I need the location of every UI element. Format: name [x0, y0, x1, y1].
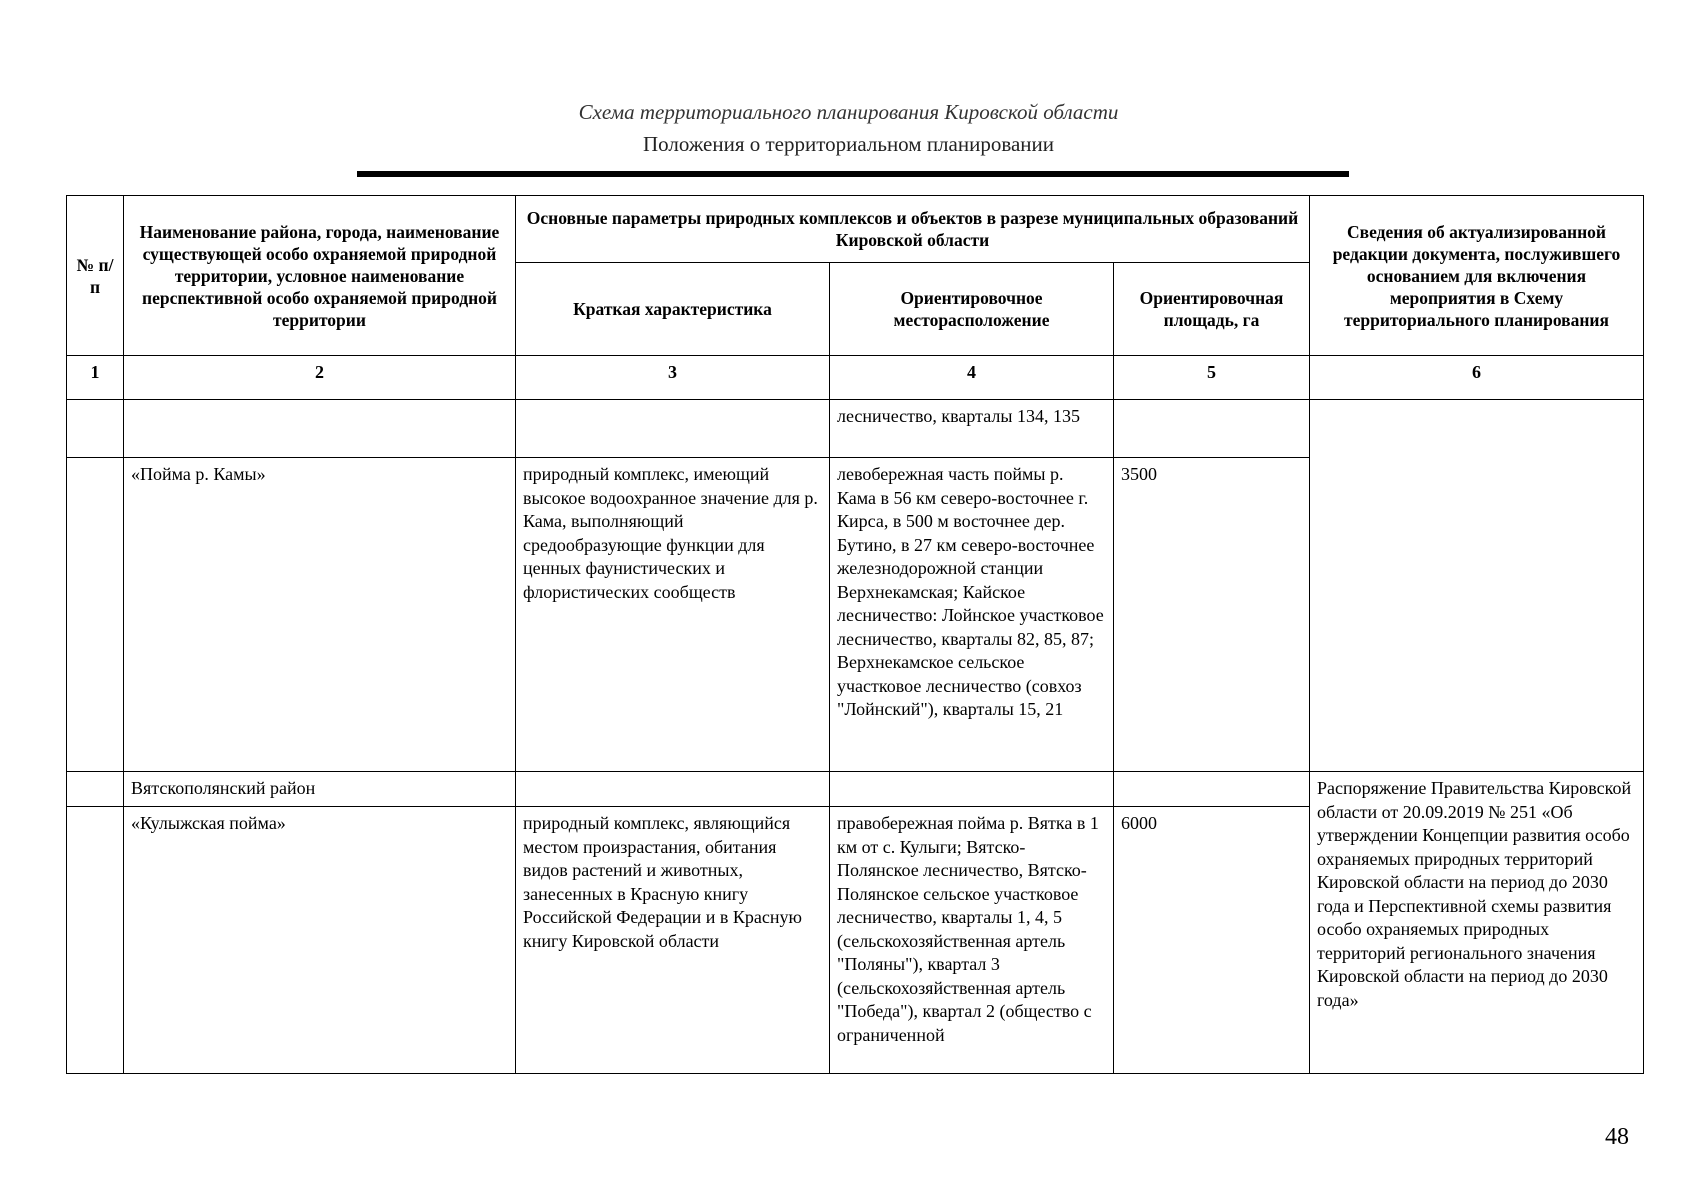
row-area: [1114, 772, 1310, 807]
row-area: [1114, 400, 1310, 458]
table-row: [67, 772, 1644, 807]
row-brief: природный комплекс, являющийся местом произрастания, обитания видов растений и животных, занесенных в Красную книгу Российской Федерации и в Красную книгу Кировской области: [516, 807, 830, 1074]
row-num: [67, 772, 124, 807]
col-number: 5: [1114, 356, 1310, 400]
row-num: [67, 807, 124, 1074]
col-number: 4: [830, 356, 1114, 400]
page-number: 48: [1605, 1124, 1629, 1150]
document-title: Схема территориального планирования Кировской области: [578, 100, 1119, 124]
header-name: Наименование района, города, наименование существующей особо охраняемой природной территории, условное наименование перспективной особо охраняемой природной территории: [124, 196, 516, 356]
col-number: 1: [67, 356, 124, 400]
table-row: [67, 400, 1644, 458]
row-location: лесничество, кварталы 134, 135: [830, 400, 1114, 458]
row-brief: природный комплекс, имеющий высокое водоохранное значение для р. Кама, выполняющий средообразующие функции для ценных фаунистических и флористических сообществ: [516, 458, 830, 772]
row-name: Вятскополянский район: [124, 772, 516, 807]
header-divider: [357, 171, 1349, 177]
row-info: Распоряжение Правительства Кировской области от 20.09.2019 № 251 «Об утверждении Концепции развития особо охраняемых природных территорий Кировской области на период до 2030 года и Перспективной схемы развития особо охраняемых природных территорий регионального значения Кировской области на период до 2030 года»: [1310, 772, 1644, 1074]
row-location: правобережная пойма р. Вятка в 1 км от с. Кулыги; Вятско-Полянское лесничество, Вятско-Полянское сельское участковое лесничество, кварталы 1, 4, 5 (сельскохозяйственная артель "Поляны"), квартал 3 (сельскохозяйственная артель "Победа"), квартал 2 (общество с ограниченной: [830, 807, 1114, 1074]
row-name: «Кулыжская пойма»: [124, 807, 516, 1074]
header-brief: Краткая характеристика: [516, 263, 830, 356]
header-params-group: Основные параметры природных комплексов и объектов в разрезе муниципальных образований Кировской области: [516, 196, 1310, 263]
row-info: [1310, 400, 1644, 772]
col-number: 2: [124, 356, 516, 400]
header-info: Сведения об актуализированной редакции документа, послужившего основанием для включения мероприятия в Схему территориального планирования: [1310, 196, 1644, 356]
row-brief: [516, 772, 830, 807]
row-name: «Пойма р. Камы»: [124, 458, 516, 772]
header-location: Ориентировочное месторасположение: [830, 263, 1114, 356]
document-subtitle: Положения о территориальном планировании: [642, 132, 1055, 156]
row-area: 3500: [1114, 458, 1310, 772]
header-num: № п/п: [67, 196, 124, 356]
row-location: [830, 772, 1114, 807]
planning-table: [66, 195, 1644, 1074]
col-number: 6: [1310, 356, 1644, 400]
row-num: [67, 458, 124, 772]
row-brief: [516, 400, 830, 458]
col-number: 3: [516, 356, 830, 400]
header-row: [67, 196, 1644, 263]
header-area: Ориентировочная площадь, га: [1114, 263, 1310, 356]
row-name: [124, 400, 516, 458]
column-number-row: [67, 356, 1644, 400]
row-num: [67, 400, 124, 458]
row-location: левобережная часть поймы р. Кама в 56 км северо-восточнее г. Кирса, в 500 м восточнее дер. Бутино, в 27 км северо-восточнее железнодорожной станции Верхнекамская; Кайское лесничество: Лойнское участковое лесничество, кварталы 82, 85, 87; Верхнекамское сельское участковое лесничество (совхоз "Лойнский"), кварталы 15, 21: [830, 458, 1114, 772]
row-area: 6000: [1114, 807, 1310, 1074]
